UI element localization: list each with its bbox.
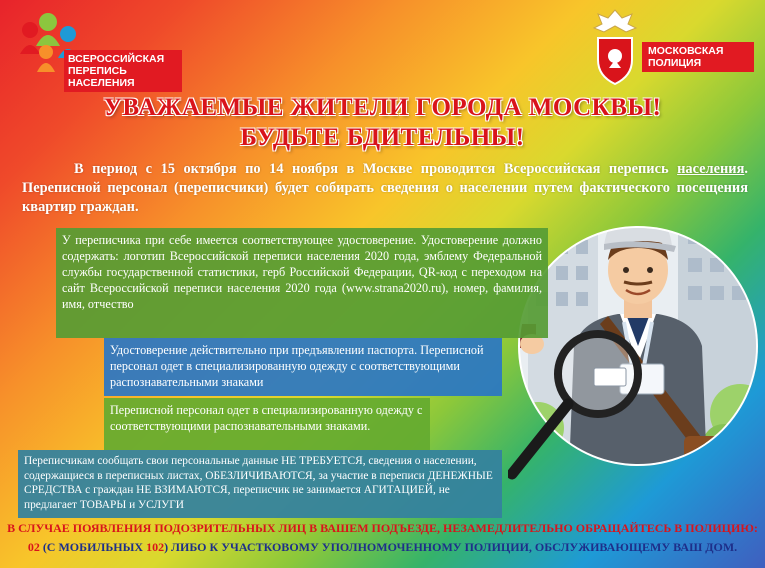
info-box-rules: Переписчикам сообщать свои персональные данные НЕ ТРЕБУЕТСЯ, сведения о населении, содержащиеся в переписных листах, ОБЕЗЛИЧИВАЮТСЯ, за участие в переписи ДЕНЕЖНЫЕ СРЕДСТВА с граждан НЕ ВЗИМАЮТСЯ, переписчик не занимается АГИТАЦИЕЙ, не предлагает ТОВАРЫ и УСЛУГИ — [18, 450, 502, 518]
intro-part1: В период с 15 октября по 14 ноября в Москве проводится Всероссийская перепись — [74, 161, 678, 177]
info-box-uniform: Переписной персонал одет в специализированную одежду с соответствующими распознавательными знаками. — [104, 398, 430, 450]
phone-102: 102 — [146, 540, 165, 554]
warning-line1: В СЛУЧАЕ ПОЯВЛЕНИЯ ПОДОЗРИТЕЛЬНЫХ ЛИЦ В ВАШЕМ ПОДЪЕЗДЕ, НЕЗАМЕДЛИТЕЛЬНО ОБРАЩАЙТЕСЬ В ПОЛИЦИЮ: — [7, 521, 758, 535]
police-label: МОСКОВСКАЯ ПОЛИЦИЯ — [642, 42, 754, 72]
census-label: ВСЕРОССИЙСКАЯ ПЕРЕПИСЬ НАСЕЛЕНИЯ — [64, 50, 182, 92]
warning-line2 — [0, 538, 765, 557]
warning-mid2: ) ЛИБО К УЧАСТКОВОМУ УПОЛНОМОЧЕННОМУ ПОЛИЦИИ, ОБСЛУЖИВАЮЩЕМУ ВАШ ДОМ. — [164, 540, 738, 554]
info-box-certificate: У переписчика при себе имеется соответствующее удостоверение. Удостоверение должно содержать: логотип Всероссийской переписи населения 2020 года, эмблему Федеральной службы государственной статистики, герб Российской Федерации, QR-код с переходом на сайт Всероссийской переписи населения 2020 года (www.strana2020.ru), номер, фамилия, имя, отчество — [56, 228, 548, 338]
warning-mid1: (С МОБИЛЬНЫХ — [39, 540, 147, 554]
info-box-passport: Удостоверение действительно при предъявлении паспорта. Переписной персонал одет в специализированную одежду с соответствующими распознавательными знаками — [104, 338, 502, 396]
police-emblem-icon — [592, 8, 638, 86]
police-warning — [0, 519, 765, 568]
page-title-line1: УВАЖАЕМЫЕ ЖИТЕЛИ ГОРОДА МОСКВЫ! — [103, 94, 662, 121]
phone-02: 02 — [27, 540, 40, 554]
intro-underlined: населения — [677, 161, 745, 177]
intro-part2: . Переписной персонал (переписчики) будет собирать сведения о населении путем фактического посещения квартир граждан. — [22, 161, 748, 215]
page-title-line2: БУДЬТЕ БДИТЕЛЬНЫ! — [240, 124, 525, 151]
